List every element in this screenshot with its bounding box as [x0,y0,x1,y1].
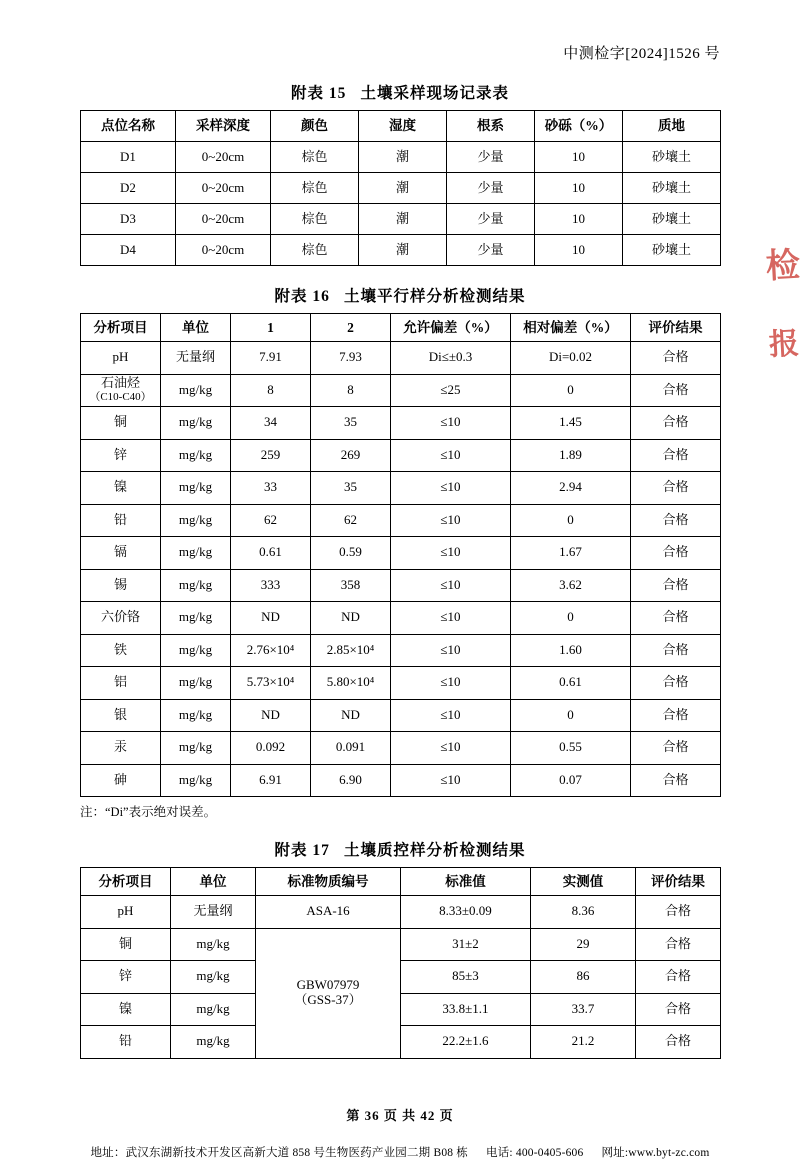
table16-value1: 7.91 [231,342,311,375]
red-stamp-mark-1: 检 [765,247,797,286]
table16-result: 合格 [631,732,721,765]
table16-relative-deviation: 0.55 [511,732,631,765]
table16-result: 合格 [631,569,721,602]
table-row [81,439,721,472]
footer-address: 地址：武汉东湖新技术开发区高新大道 858 号生物医药产业园二期 B08 栋 [90,1146,469,1159]
table16-item: 六价铬 [81,602,161,635]
table16-value2: 6.90 [311,764,391,797]
table16-allowed-deviation: ≤10 [391,634,511,667]
table-row [81,699,721,732]
table17-standard-value: 22.2±1.6 [401,1026,531,1059]
table15-title [80,81,720,103]
footer-contact-info [80,1144,720,1160]
table16-result: 合格 [631,472,721,505]
table-row [81,961,721,994]
table17-measured-value: 29 [531,928,636,961]
table-row [81,896,721,929]
table16-item: 铁 [81,634,161,667]
table17-measured-value: 33.7 [531,993,636,1026]
table15-cell: D4 [81,235,176,266]
table16-allowed-deviation: Di≤±0.3 [391,342,511,375]
table17-item: 铅 [81,1026,171,1059]
table16-item: 银 [81,699,161,732]
table16-item: 锌 [81,439,161,472]
table16-col-header-4: 允许偏差（%） [391,314,511,342]
table17-col-header-4: 实测值 [531,868,636,896]
table-row [81,602,721,635]
table17-col-header-5: 评价结果 [636,868,721,896]
table16-item-name: 石油烃 [100,375,140,391]
table16-relative-deviation: 1.89 [511,439,631,472]
table16-unit: 无量纲 [161,342,231,375]
table-row [81,407,721,440]
table16-item-subscript: （C10-C40） [89,391,152,404]
table16-unit: mg/kg [161,634,231,667]
table16-value2: 62 [311,504,391,537]
table-row [81,374,721,407]
table15-cell: 棕色 [271,173,359,204]
table16-relative-deviation: 3.62 [511,569,631,602]
table15-cell: 10 [535,173,623,204]
table17-standard-value: 33.8±1.1 [401,993,531,1026]
table16-value2: 35 [311,407,391,440]
table15-cell: 0~20cm [176,204,271,235]
table16-title-text: 土壤平行样分析检测结果 [343,288,526,305]
table17-result: 合格 [636,928,721,961]
table17-reference-no-merged [256,928,401,1058]
table17-header-row [81,868,721,896]
table15-col-header-4: 根系 [447,111,535,142]
table15-title-text: 土壤采样现场记录表 [360,85,509,102]
table16-value1: 62 [231,504,311,537]
table16-col-header-0: 分析项目 [81,314,161,342]
table15-cell: 10 [535,204,623,235]
table16-allowed-deviation: ≤25 [391,374,511,407]
table16-allowed-deviation: ≤10 [391,537,511,570]
table-row [81,928,721,961]
table16-relative-deviation: 0 [511,374,631,407]
table15-cell: 砂壤土 [623,204,721,235]
table16-allowed-deviation: ≤10 [391,407,511,440]
table-row [81,173,721,204]
table16-title-prefix: 附表 16 [274,288,330,305]
table16-allowed-deviation: ≤10 [391,667,511,700]
table16-value2: ND [311,699,391,732]
table15-cell: 0~20cm [176,173,271,204]
table15-cell: 10 [535,142,623,173]
table16-unit: mg/kg [161,407,231,440]
table-row [81,235,721,266]
table17-unit: 无量纲 [171,896,256,929]
table15-cell: 0~20cm [176,235,271,266]
table15-cell: 棕色 [271,235,359,266]
table16-item: 铜 [81,407,161,440]
table15-col-header-0: 点位名称 [81,111,176,142]
table17-title [80,838,720,860]
table16-value1: 8 [231,374,311,407]
table16-allowed-deviation: ≤10 [391,439,511,472]
table16-item: 铅 [81,504,161,537]
table17-reference-no-line2: （GSS-37） [294,992,362,1007]
table16-relative-deviation: Di=0.02 [511,342,631,375]
table15-cell: 少量 [447,173,535,204]
table-row [81,634,721,667]
table16-relative-deviation: 0 [511,504,631,537]
table17-result: 合格 [636,896,721,929]
table17-reference-no-line1: GBW07979 [296,977,360,993]
table16-item: pH [81,342,161,375]
table16-value2: 7.93 [311,342,391,375]
table16-item: 镉 [81,537,161,570]
table15-col-header-5: 砂砾（%） [535,111,623,142]
page-number-footer: 第 36 页 共 42 页 [346,1107,454,1123]
table15-col-header-2: 颜色 [271,111,359,142]
table-parallel-sample-results [80,313,721,797]
table17-unit: mg/kg [171,1026,256,1059]
table16-unit: mg/kg [161,699,231,732]
table15-cell: 砂壤土 [623,235,721,266]
table16-value1: 5.73×10⁴ [231,667,311,700]
table-row [81,1026,721,1059]
table17-item: 铜 [81,928,171,961]
table17-col-header-0: 分析项目 [81,868,171,896]
table16-relative-deviation: 1.67 [511,537,631,570]
table17-measured-value: 8.36 [531,896,636,929]
table15-cell: 潮 [359,173,447,204]
table16-allowed-deviation: ≤10 [391,602,511,635]
table16-item: 锡 [81,569,161,602]
table17-item: pH [81,896,171,929]
table16-value2: 358 [311,569,391,602]
table16-allowed-deviation: ≤10 [391,732,511,765]
table16-value1: 0.61 [231,537,311,570]
table16-value1: 33 [231,472,311,505]
table16-col-header-6: 评价结果 [631,314,721,342]
table-row [81,993,721,1026]
table15-cell: 0~20cm [176,142,271,173]
footer-website: 网址:www.byt-zc.com [601,1146,710,1159]
table17-result: 合格 [636,993,721,1026]
table17-result: 合格 [636,1026,721,1059]
table16-allowed-deviation: ≤10 [391,472,511,505]
table16-col-header-5: 相对偏差（%） [511,314,631,342]
table17-unit: mg/kg [171,961,256,994]
table-row [81,569,721,602]
table16-result: 合格 [631,374,721,407]
table17-item: 镍 [81,993,171,1026]
table16-result: 合格 [631,537,721,570]
table17-reference-no: ASA-16 [256,896,401,929]
table17-title-prefix: 附表 17 [274,842,330,859]
table16-col-header-3: 2 [311,314,391,342]
table-row [81,472,721,505]
table-quality-control-results [80,867,721,1059]
table15-col-header-6: 质地 [623,111,721,142]
table-row [81,537,721,570]
table16-result: 合格 [631,699,721,732]
table16-unit: mg/kg [161,472,231,505]
table16-value1: 2.76×10⁴ [231,634,311,667]
table16-item: 砷 [81,764,161,797]
table15-title-prefix: 附表 15 [291,85,347,102]
table16-relative-deviation: 1.45 [511,407,631,440]
table15-cell: 砂壤土 [623,142,721,173]
table16-unit: mg/kg [161,537,231,570]
table16-relative-deviation: 2.94 [511,472,631,505]
table16-value1: 0.092 [231,732,311,765]
table-row [81,142,721,173]
table17-item: 锌 [81,961,171,994]
table15-cell: 棕色 [271,204,359,235]
table16-value2: 2.85×10⁴ [311,634,391,667]
table17-result: 合格 [636,961,721,994]
table16-value2: 0.091 [311,732,391,765]
table16-item [81,374,161,407]
table17-col-header-2: 标准物质编号 [256,868,401,896]
table16-result: 合格 [631,439,721,472]
table17-measured-value: 21.2 [531,1026,636,1059]
table-soil-sampling-record [80,110,721,266]
table-row [81,764,721,797]
table16-value1: 6.91 [231,764,311,797]
table16-item: 汞 [81,732,161,765]
table15-cell: 少量 [447,142,535,173]
table16-col-header-1: 单位 [161,314,231,342]
table15-header-row [81,111,721,142]
footer-phone: 电话: 400-0405-606 [486,1146,584,1159]
table15-cell: 棕色 [271,142,359,173]
table-row [81,667,721,700]
table16-allowed-deviation: ≤10 [391,569,511,602]
table16-relative-deviation: 0.07 [511,764,631,797]
red-stamp-mark-2: 报 [768,327,797,362]
table16-result: 合格 [631,602,721,635]
table16-value1: 34 [231,407,311,440]
table16-unit: mg/kg [161,732,231,765]
table16-result: 合格 [631,667,721,700]
table-row [81,504,721,537]
table16-result: 合格 [631,342,721,375]
table15-cell: D3 [81,204,176,235]
table16-value2: 8 [311,374,391,407]
table16-allowed-deviation: ≤10 [391,699,511,732]
table17-unit: mg/kg [171,993,256,1026]
table16-item: 镍 [81,472,161,505]
table16-allowed-deviation: ≤10 [391,504,511,537]
table16-value1: 333 [231,569,311,602]
table16-result: 合格 [631,504,721,537]
table16-value2: 269 [311,439,391,472]
table16-value1: ND [231,602,311,635]
table16-result: 合格 [631,407,721,440]
table16-result: 合格 [631,634,721,667]
table16-relative-deviation: 0 [511,699,631,732]
table17-unit: mg/kg [171,928,256,961]
table16-value2: ND [311,602,391,635]
table15-cell: 砂壤土 [623,173,721,204]
table-row [81,732,721,765]
table16-unit: mg/kg [161,569,231,602]
table17-title-text: 土壤质控样分析检测结果 [343,842,526,859]
table17-standard-value: 8.33±0.09 [401,896,531,929]
table15-cell: 少量 [447,235,535,266]
table15-cell: 潮 [359,142,447,173]
table-row [81,342,721,375]
table15-cell: 10 [535,235,623,266]
table17-col-header-1: 单位 [171,868,256,896]
table16-relative-deviation: 0.61 [511,667,631,700]
table-row [81,204,721,235]
table16-relative-deviation: 0 [511,602,631,635]
table16-unit: mg/kg [161,764,231,797]
table16-unit: mg/kg [161,374,231,407]
table16-unit: mg/kg [161,602,231,635]
table15-cell: 潮 [359,204,447,235]
table15-col-header-1: 采样深度 [176,111,271,142]
table17-standard-value: 31±2 [401,928,531,961]
table16-value2: 5.80×10⁴ [311,667,391,700]
table15-cell: D2 [81,173,176,204]
table16-value1: ND [231,699,311,732]
table17-col-header-3: 标准值 [401,868,531,896]
table16-value1: 259 [231,439,311,472]
table16-title [80,284,720,306]
table17-measured-value: 86 [531,961,636,994]
table16-value2: 35 [311,472,391,505]
table16-item: 铝 [81,667,161,700]
table16-value2: 0.59 [311,537,391,570]
table16-unit: mg/kg [161,504,231,537]
table16-header-row [81,314,721,342]
table16-relative-deviation: 1.60 [511,634,631,667]
table15-col-header-3: 湿度 [359,111,447,142]
table16-col-header-2: 1 [231,314,311,342]
table16-unit: mg/kg [161,667,231,700]
table17-standard-value: 85±3 [401,961,531,994]
table15-cell: 少量 [447,204,535,235]
table16-allowed-deviation: ≤10 [391,764,511,797]
table16-result: 合格 [631,764,721,797]
document-reference-number: 中测检字[2024]1526 号 [563,46,720,62]
table16-unit: mg/kg [161,439,231,472]
table15-cell: D1 [81,142,176,173]
table15-cell: 潮 [359,235,447,266]
table16-note: 注：“Di”表示绝对误差。 [80,805,217,819]
